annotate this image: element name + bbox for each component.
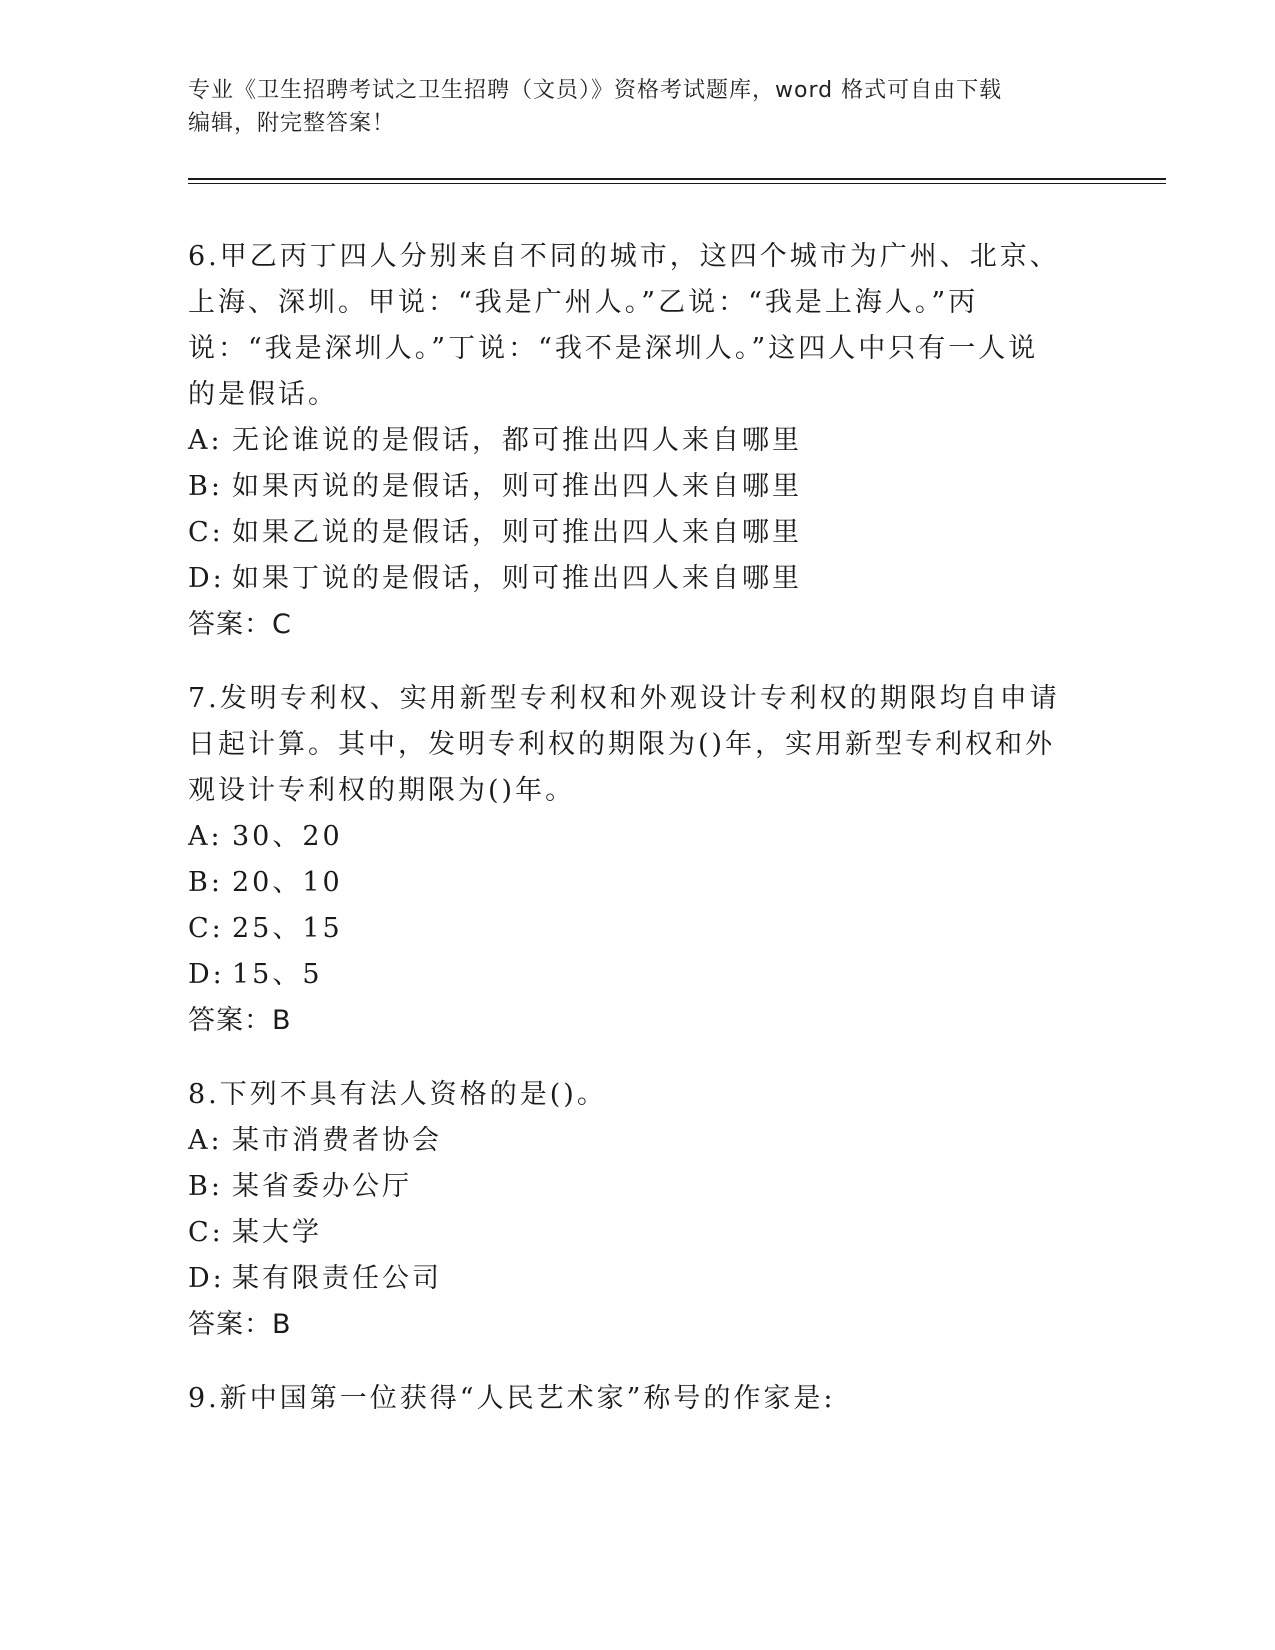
option-d: [188, 1256, 1068, 1302]
question-stem: 8.下列不具有法人资格的是()。: [188, 1079, 607, 1110]
option-key: B:: [188, 1171, 223, 1202]
question-stem: 6.甲乙丙丁四人分别来自不同的城市，这四个城市为广州、北京、上海、深圳。甲说：“我是广州人。”乙说：“我是上海人。”丙说：“我是深圳人。”丁说：“我不是深圳人。”这四人中只有一人说的是假话。: [188, 241, 1060, 410]
option-c: [188, 1210, 1068, 1256]
option-b: [188, 464, 1068, 510]
option-a: [188, 814, 1068, 860]
answer: 答案：B: [188, 1005, 292, 1036]
option-c: [188, 510, 1068, 556]
header-line-2: 编辑，附完整答案！: [188, 111, 396, 136]
option-key: A:: [188, 1125, 223, 1156]
option-text: 某市消费者协会: [232, 1125, 442, 1156]
option-key: C:: [188, 517, 224, 548]
option-key: A:: [188, 821, 223, 852]
option-text: 某大学: [232, 1217, 322, 1248]
option-text: 如果乙说的是假话，则可推出四人来自哪里: [232, 517, 802, 548]
option-d: [188, 952, 1068, 998]
answer: 答案：C: [188, 609, 292, 640]
option-text: 15、5: [232, 959, 323, 990]
option-text: 如果丙说的是假话，则可推出四人来自哪里: [232, 471, 802, 502]
option-key: D:: [188, 959, 225, 990]
header-divider-thick: [188, 178, 1166, 180]
document-header: [188, 74, 1088, 140]
header-line-1: 专业《卫生招聘考试之卫生招聘（文员）》资格考试题库，word 格式可自由下载: [188, 78, 1003, 103]
option-text: 20、10: [232, 867, 343, 898]
option-key: A:: [188, 425, 223, 456]
option-text: 无论谁说的是假话，都可推出四人来自哪里: [232, 425, 802, 456]
option-d: [188, 556, 1068, 602]
option-key: B:: [188, 867, 223, 898]
header-divider-thin: [188, 183, 1166, 184]
option-a: [188, 418, 1068, 464]
option-text: 如果丁说的是假话，则可推出四人来自哪里: [232, 563, 802, 594]
option-text: 25、15: [232, 913, 343, 944]
question-stem: 9.新中国第一位获得“人民艺术家”称号的作家是:: [188, 1383, 836, 1414]
option-key: C:: [188, 913, 224, 944]
question-9: [188, 1376, 1068, 1422]
answer: 答案：B: [188, 1309, 292, 1340]
option-text: 30、20: [232, 821, 343, 852]
option-key: D:: [188, 1263, 225, 1294]
option-b: [188, 1164, 1068, 1210]
option-text: 某有限责任公司: [232, 1263, 442, 1294]
question-list: [188, 234, 1068, 1450]
option-text: 某省委办公厅: [232, 1171, 412, 1202]
option-a: [188, 1118, 1068, 1164]
question-6: [188, 234, 1068, 648]
option-c: [188, 906, 1068, 952]
question-7: [188, 676, 1068, 1044]
option-key: C:: [188, 1217, 224, 1248]
option-key: B:: [188, 471, 223, 502]
option-b: [188, 860, 1068, 906]
option-key: D:: [188, 563, 225, 594]
question-stem: 7.发明专利权、实用新型专利权和外观设计专利权的期限均自申请日起计算。其中，发明专利权的期限为()年，实用新型专利权和外观设计专利权的期限为()年。: [188, 683, 1060, 806]
question-8: [188, 1072, 1068, 1348]
